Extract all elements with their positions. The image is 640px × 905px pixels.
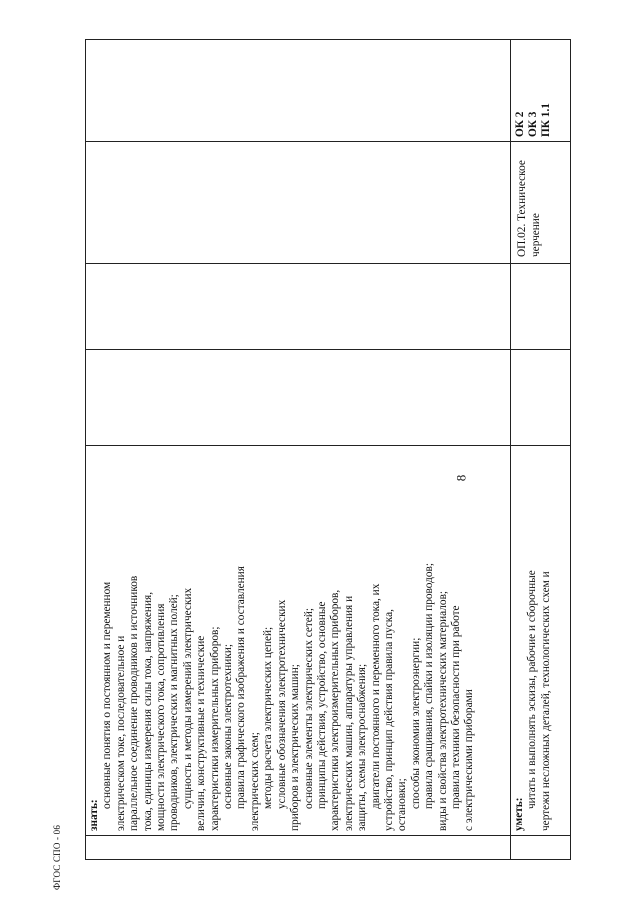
competency-code: ОК 3	[527, 111, 539, 137]
table-cell-empty	[86, 350, 511, 446]
knowledge-line: защиты, схемы электроснабжения;	[356, 663, 369, 831]
knowledge-line: остановки;	[396, 778, 409, 831]
table-cell-empty	[86, 40, 511, 142]
knowledge-cell	[86, 446, 511, 836]
table-row-knowledge	[86, 40, 511, 860]
table-cell-empty	[86, 142, 511, 264]
table-cell-empty	[511, 350, 571, 446]
knowledge-line: правила техники безопасности при работе	[449, 605, 462, 809]
discipline-name: ОП.02. Техническое черчение	[516, 160, 542, 257]
competency-code: ПК 1.1	[540, 103, 552, 137]
knowledge-header: знать:	[88, 799, 100, 831]
knowledge-line: основные понятия о постоянном и переменном	[101, 581, 114, 809]
table-cell-empty	[511, 836, 571, 860]
skills-cell	[511, 446, 571, 836]
knowledge-line: проводников, электрических и магнитных полей;	[168, 594, 181, 831]
knowledge-line: сущность и методы измерений электрических	[181, 587, 194, 809]
knowledge-line: характеристики электроизмерительных приборов,	[329, 589, 342, 831]
knowledge-line: способы экономии электроэнергии;	[409, 637, 422, 809]
standard-requirements-table	[85, 39, 571, 860]
knowledge-line: электрическом токе, последовательное и	[114, 635, 127, 831]
knowledge-line: характеристики измерительных приборов;	[208, 626, 221, 831]
knowledge-line: основные элементы электрических сетей;	[302, 607, 315, 809]
knowledge-line: принципы действия, устройство, основные	[315, 601, 328, 809]
skills-header: уметь:	[513, 797, 525, 831]
knowledge-line: величин, конструктивные и технические	[195, 635, 208, 831]
knowledge-line: виды и свойства электротехнических материалов;	[436, 590, 449, 831]
page-number: 8	[453, 474, 469, 482]
knowledge-line: электрических машин, аппаратуры управления и	[342, 595, 355, 831]
knowledge-line: электрических схем;	[248, 732, 261, 831]
knowledge-line: правила сращивания, спайки и изоляции проводов;	[423, 563, 436, 809]
knowledge-line: тока, единицы измерения силы тока, напряжения,	[141, 591, 154, 831]
table-cell-empty	[86, 836, 511, 860]
knowledge-line: с электрическими приборами	[463, 689, 476, 831]
knowledge-line: устройство, принцип действия правила пуска,	[382, 609, 395, 831]
knowledge-line: мощности электрического тока, сопротивления	[155, 603, 168, 831]
knowledge-line: двигатели постоянного и переменного тока, их	[369, 583, 382, 809]
footer-standard-code: ФГОС СПО - 06	[52, 824, 62, 890]
table-row-skills	[511, 40, 571, 860]
skills-line: чертежи несложных деталей, технологических схем и	[539, 571, 552, 831]
table-cell-empty	[86, 264, 511, 350]
competency-code: ОК 2	[514, 111, 526, 137]
knowledge-line: методы расчета электрических цепей;	[262, 626, 275, 809]
skills-line: читать и выполнять эскизы, рабочие и сборочные	[526, 570, 539, 809]
knowledge-line: условные обозначения электротехнических	[275, 599, 288, 809]
knowledge-line: параллельное соединение проводников и источников	[128, 575, 141, 831]
table-cell-empty	[511, 264, 571, 350]
competencies-cell	[511, 40, 571, 142]
rotated-table-container	[85, 40, 570, 860]
knowledge-line: основные законы электротехники;	[222, 643, 235, 809]
knowledge-line: приборов и электрических машин;	[289, 664, 302, 831]
discipline-cell	[511, 142, 571, 264]
knowledge-line: правила графического изображения и составления	[235, 566, 248, 809]
